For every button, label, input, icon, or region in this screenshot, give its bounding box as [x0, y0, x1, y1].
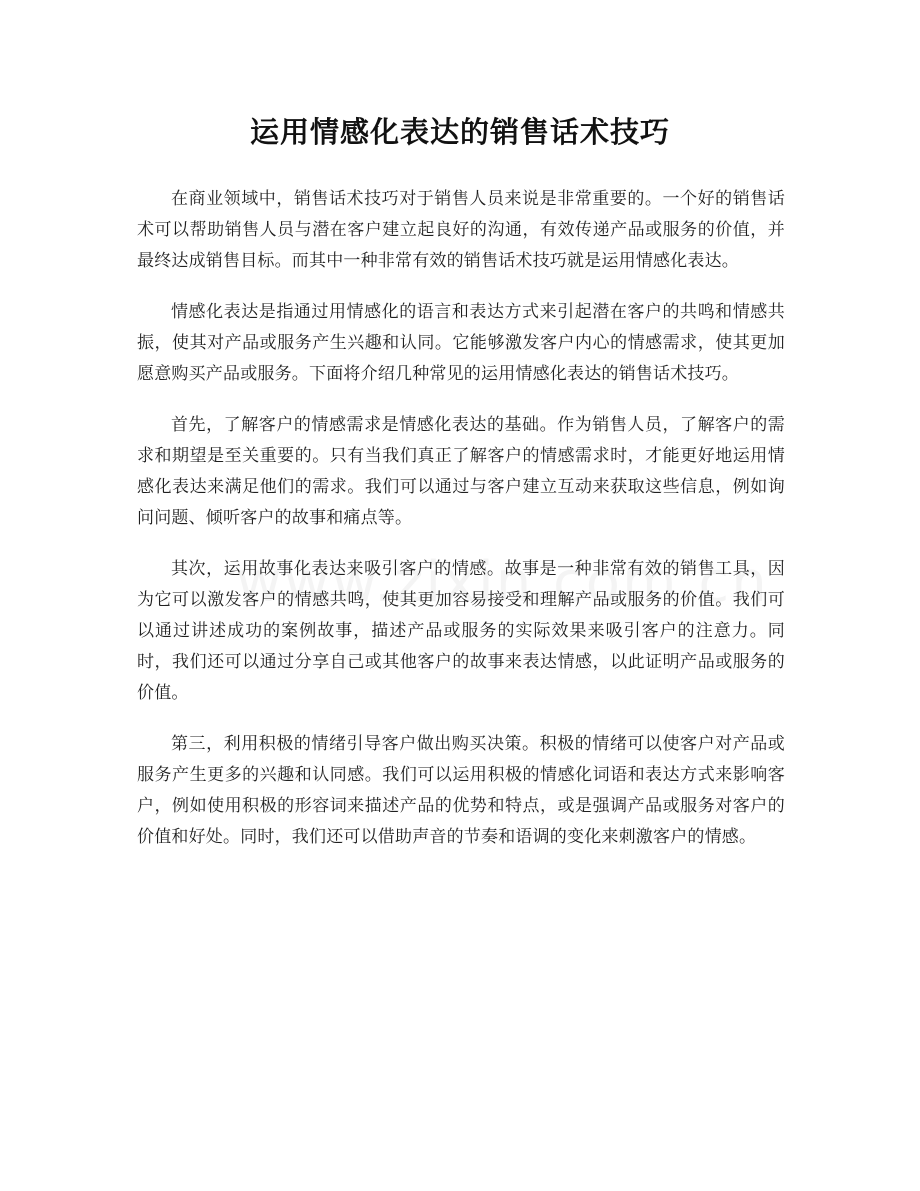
paragraph-4: 其次，运用故事化表达来吸引客户的情感。故事是一种非常有效的销售工具，因为它可以激发客户的情感共鸣，使其更加容易接受和理解产品或服务的价值。我们可以通过讲述成功的案例故事，描述产品或服务的实际效果来吸引客户的注意力。同时，我们还可以通过分享自己或其他客户的故事来表达情感，以此证明产品或服务的价值。: [137, 559, 785, 703]
document-body: [137, 184, 785, 873]
paragraph-2: 情感化表达是指通过用情感化的语言和表达方式来引起潜在客户的共鸣和情感共振，使其对产品或服务产生兴趣和认同。它能够激发客户内心的情感需求，使其更加愿意购买产品或服务。下面将介绍几种常见的运用情感化表达的销售话术技巧。: [137, 302, 785, 384]
document-title: 运用情感化表达的销售话术技巧: [249, 115, 670, 149]
paragraph-5: 第三，利用积极的情绪引导客户做出购买决策。积极的情绪可以使客户对产品或服务产生更多的兴趣和认同感。我们可以运用积极的情感化词语和表达方式来影响客户，例如使用积极的形容词来描述产品的优势和特点，或是强调产品或服务对客户的价值和好处。同时，我们还可以借助声音的节奏和语调的变化来刺激客户的情感。: [137, 734, 785, 847]
paragraph-1: 在商业领域中，销售话术技巧对于销售人员来说是非常重要的。一个好的销售话术可以帮助销售人员与潜在客户建立起良好的沟通，有效传递产品或服务的价值，并最终达成销售目标。而其中一种非常有效的销售话术技巧就是运用情感化表达。: [137, 189, 785, 271]
paragraph-3: 首先，了解客户的情感需求是情感化表达的基础。作为销售人员，了解客户的需求和期望是至关重要的。只有当我们真正了解客户的情感需求时，才能更好地运用情感化表达来满足他们的需求。我们可以通过与客户建立互动来获取这些信息，例如询问问题、倾听客户的故事和痛点等。: [137, 415, 785, 528]
